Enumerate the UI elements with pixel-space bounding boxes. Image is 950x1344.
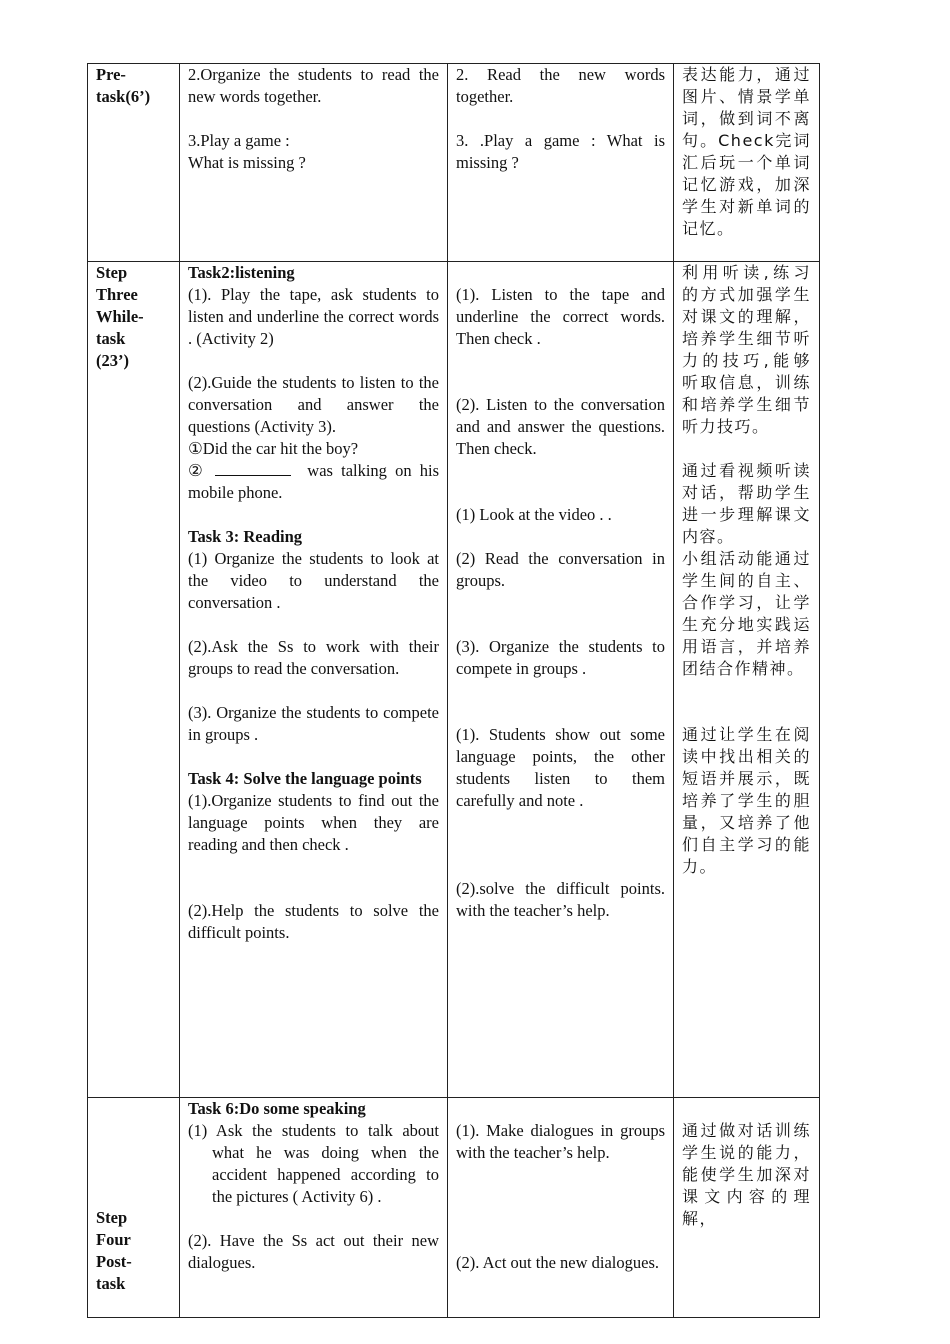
teacher-activity-cell (180, 1098, 448, 1318)
teacher-text: (3). Organize the students to compete in groups . (188, 703, 439, 744)
task-title: Task 3: Reading (188, 527, 303, 546)
student-text: (2).solve the difficult points. with the teacher’s help. (456, 879, 665, 920)
step-label: Step (96, 263, 128, 282)
purpose-text: 表达能力，通过图片、情景学单词，做到词不离句。Check完词汇后玩一个单词记忆游戏，加深学生对新单词的记忆。 (682, 65, 811, 238)
step-label: Post- (96, 1252, 132, 1271)
task-title: Task2:listening (188, 263, 295, 282)
purpose-text: 小组活动能通过学生间的自主、合作学习，让学生充分地实践运用语言，并培养团结合作精神。 (682, 549, 811, 678)
step-label: task (96, 329, 126, 348)
purpose-text: 通过让学生在阅读中找出相关的短语并展示，既培养了学生的胆量，又培养了他们自主学习的能力。 (682, 725, 811, 876)
step-label: Step (96, 1208, 128, 1227)
row-post-task (88, 1098, 820, 1318)
question-1: ①Did the car hit the boy? (188, 439, 359, 458)
teacher-text: (2).Ask the Ss to work with their groups to read the conversation. (188, 637, 439, 678)
student-activity-cell (448, 1098, 674, 1318)
student-text: (2) Read the conversation in groups. (456, 549, 665, 590)
step-label: Three (96, 285, 138, 304)
student-text: (3). Organize the students to compete in groups . (456, 637, 665, 678)
purpose-text: 利用听读,练习的方式加强学生对课文的理解，培养学生细节听力的技巧,能够听取信息，训练和培养学生细节听力技巧。 (682, 263, 811, 436)
step-cell (88, 1098, 180, 1318)
student-text: (2). Act out the new dialogues. (456, 1253, 659, 1272)
task-title: Task 4: Solve the language points (188, 769, 422, 788)
student-text: 2. Read the new words together. (456, 65, 665, 106)
step-label: Four (96, 1230, 131, 1249)
step-label: While- (96, 307, 144, 326)
student-activity-cell (448, 262, 674, 1098)
teacher-activity-cell (180, 262, 448, 1098)
teacher-text: 3.Play a game : (188, 131, 290, 150)
teacher-text: (2). Have the Ss act out their new dialogues. (188, 1231, 439, 1272)
student-activity-cell (448, 64, 674, 262)
step-cell (88, 64, 180, 262)
teacher-text: (2).Help the students to solve the difficult points. (188, 901, 439, 942)
teacher-text: (1) Organize the students to look at the video to understand the conversation . (188, 549, 439, 612)
teacher-text: (1) Ask the students to talk about what he was doing when the accident happened according to the pictures ( Activity 6) . (188, 1121, 439, 1206)
purpose-cell (674, 64, 820, 262)
student-text: (1). Make dialogues in groups with the teacher’s help. (456, 1121, 665, 1162)
row-pre-task (88, 64, 820, 262)
answer-blank (215, 461, 291, 476)
purpose-cell (674, 1098, 820, 1318)
student-text: (1). Students show out some language points, the other students listen to them carefully and note . (456, 725, 665, 810)
step-label: Pre-task(6’) (96, 65, 151, 106)
step-label: task (96, 1274, 126, 1293)
lesson-plan-table (87, 63, 820, 1318)
row-while-task (88, 262, 820, 1098)
purpose-text: 通过做对话训练学生说的能力，能使学生加深对课文内容的理解， (682, 1121, 811, 1228)
task-title: Task 6:Do some speaking (188, 1099, 366, 1118)
student-text: (1). Listen to the tape and underline the correct words. Then check . (456, 285, 665, 348)
teacher-text: (1). Play the tape, ask students to listen and underline the correct words . (Activity 2) (188, 285, 439, 348)
teacher-text: 2.Organize the students to read the new words together. (188, 65, 439, 106)
teacher-activity-cell (180, 64, 448, 262)
purpose-cell (674, 262, 820, 1098)
student-text: 3. .Play a game : What is missing ? (456, 131, 665, 172)
step-cell (88, 262, 180, 1098)
question-2: ② was talking on his mobile phone. (188, 461, 440, 502)
student-text: (1) Look at the video . . (456, 505, 612, 524)
student-text: (2). Listen to the conversation and and answer the questions. Then check. (456, 395, 665, 458)
teacher-text: (1).Organize students to find out the language points when they are reading and then check . (188, 791, 439, 854)
step-label: (23’) (96, 351, 129, 370)
teacher-text: (2).Guide the students to listen to the conversation and answer the questions (Activity 3). (188, 373, 439, 436)
purpose-text: 通过看视频听读对话，帮助学生进一步理解课文内容。 (682, 461, 811, 546)
teacher-text: What is missing ? (188, 153, 306, 172)
